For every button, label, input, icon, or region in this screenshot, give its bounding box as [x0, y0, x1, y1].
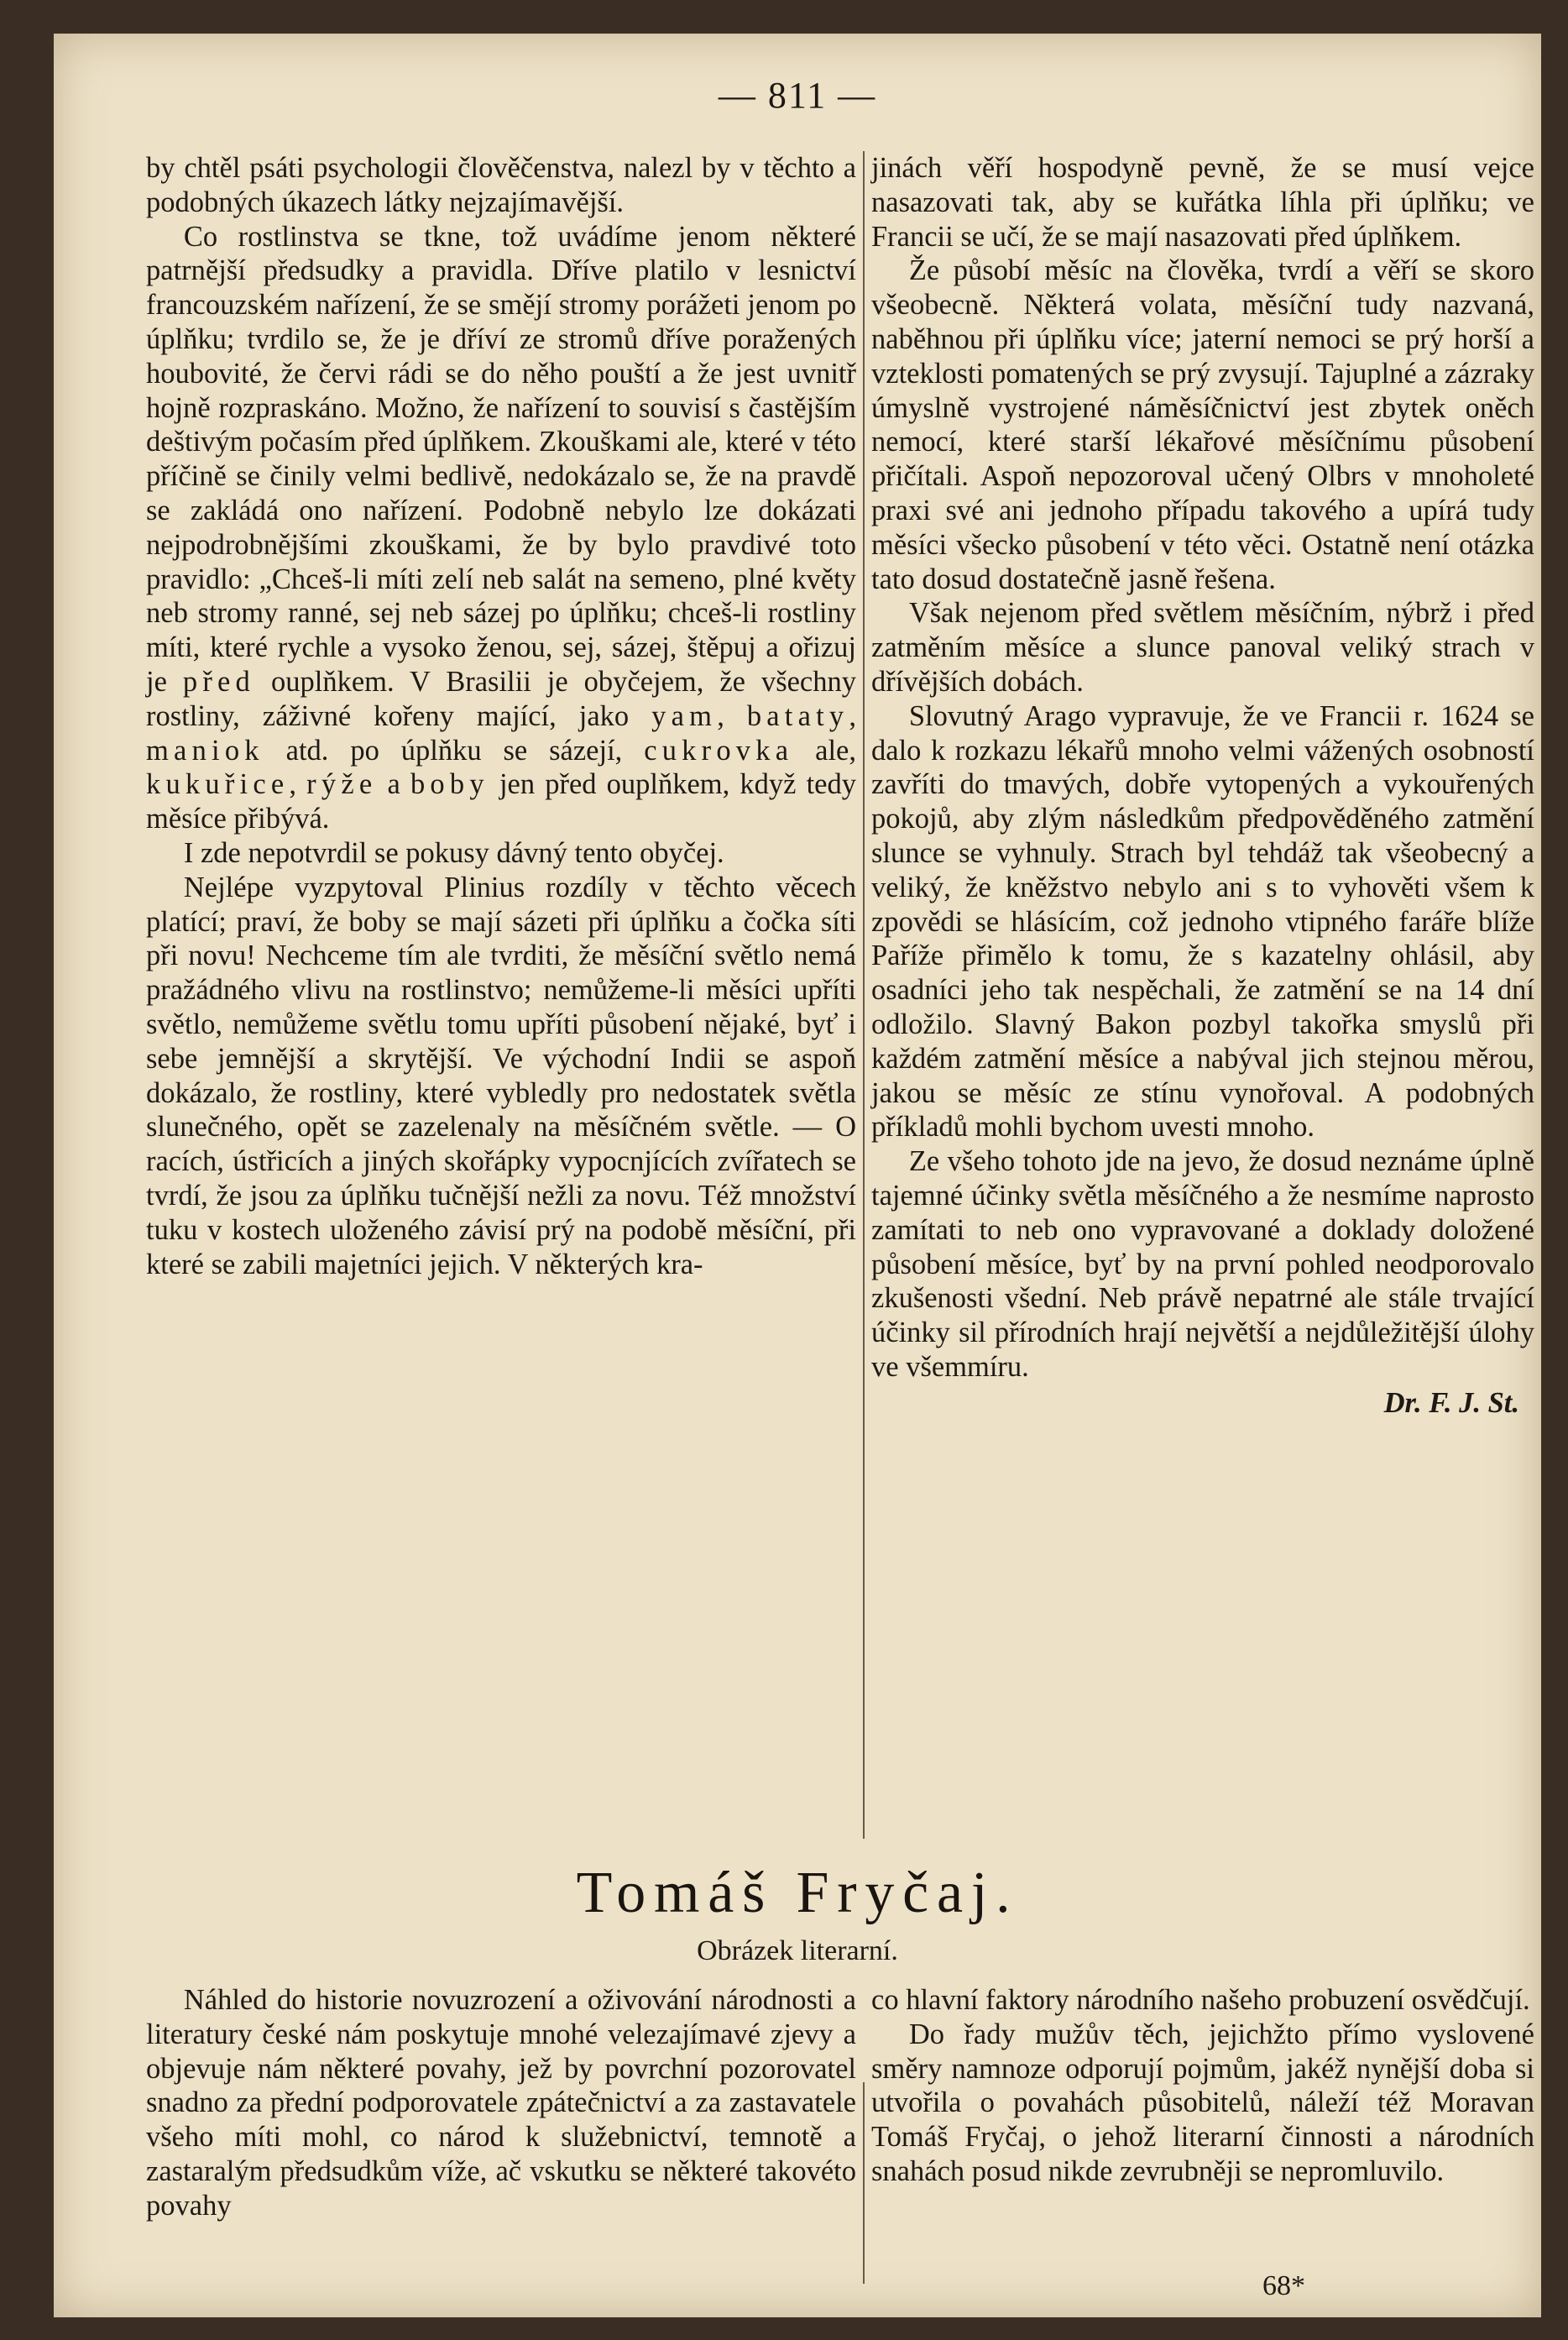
- spaced-text: bataty: [746, 699, 849, 732]
- page-number: — 811 —: [718, 75, 877, 116]
- right-column: [871, 151, 1534, 1420]
- spaced-text: cukrovka: [644, 734, 794, 767]
- paragraph: Ze všeho tohoto jde na jevo, že dosud neznáme úplně tajemné účinky světla měsíčného a že nesmíme naprosto zamítati to neb ono vypravované a doklady doložené působení měsíce, byť by na první pohled neodporovalo zkušenosti všední. Neb právě nepatrné ale stále trvající účinky sil přírodních hrají největší a nejdůležitější úlohy ve všemmíru.: [871, 1145, 1534, 1383]
- paragraph: Však nejenom před světlem měsíčním, nýbrž i před zatměním měsíce a slunce panoval veliký strach v dřívějších dobách.: [871, 597, 1534, 698]
- spaced-text: kukuřice: [146, 768, 290, 801]
- text: ouplňkem. V Brasilii je obyčejem, že všechny rostliny, záživné kořeny mající, jako: [146, 665, 856, 732]
- paragraph: Nejlépe vyzpytoval Plinius rozdíly v těchto věcech platící; praví, že boby se mají sázeti při úplňku a čočka síti při novu! Nechceme tím ale tvrditi, že měsíční světlo nemá pražádného vlivu na rostlinstvo; nemůžeme-li měsíci upříti světlo, nemůžeme světlu tomu upříti působení nějaké, byť i sebe jemnější a skrytější. Ve východní Indii se aspoň dokázalo, že rostliny, které vybledly pro nedostatek světla slunečného, opět se zazelenaly na měsíčném světle. — O racích, ústřicích a jiných skořápky vypocnjících zvířatech se tvrdí, že jsou za úplňku tučnější nežli za novu. Též množství tuku v kostech uloženého závisí prý na podobě měsíční, při které se zabili majetníci jejich. V některých kra-: [146, 871, 856, 1280]
- paragraph: Že působí měsíc na člověka, tvrdí a věří se skoro všeobecně. Některá volata, měsíční tudy nazvaná, naběhnou při úplňku více; jaterní nemoci se prý horší a vzteklosti pomatených se prý zvysují. Tajuplné a zázraky úmyslně vystrojené náměsíčnictví jest zbytek oněch nemocí, které starší lékařové měsíčnímu působení přičítali. Aspoň nepozoroval učený Olbrs v mnoholeté praxi své ani jednoho případu takového a upírá tudy měsíci všecko působení v této věci. Ostatně není otázka tato dosud dostatečně jasně řešena.: [871, 254, 1534, 595]
- article-right-column: [871, 1983, 1534, 2189]
- spaced-text: rýže: [306, 768, 378, 801]
- spaced-text: před: [182, 665, 256, 698]
- text: ale,: [793, 734, 856, 767]
- article-subtitle: Obrázek literarní.: [697, 1935, 898, 1966]
- column-divider: [863, 151, 865, 1839]
- column-divider: [863, 2082, 865, 2284]
- paragraph: Náhled do historie novuzrození a oživování národnosti a literatury české nám poskytuje mnohé velezajímavé zjevy a objevuje nám některé povahy, jež by povrchní pozorovatel snadno za přední podporovatele zpátečnictví a za zastavatele všeho míti mohl, co národ k služebnictví, temnotě a zastaralým předsudkům víže, ač vskutku se některé takovéto povahy: [146, 1984, 856, 2222]
- page: [54, 34, 1541, 2317]
- paragraph: I zde nepotvrdil se pokusy dávný tento obyčej.: [183, 836, 724, 869]
- paragraph: Do řady mužův těch, jejichžto přímo vyslovené směry namnoze odporují pojmům, jakéž nynější doba si utvořila o povahách působitelů, náleží též Moravan Tomáš Fryčaj, o jehož literarní činnosti a národních snahách posud nikde zevrubněji se nepromluvilo.: [871, 2018, 1534, 2187]
- paragraph: Slovutný Arago vypravuje, že ve Francii r. 1624 se dalo k rozkazu lékařů mnoho velmi vážených osobností zavříti do tmavých, dobře vytopených a vykouřených pokojů, aby zlým následkům předpověděného zatmění slunce se vyhnuly. Strach byl tehdáž tak všeobecný a veliký, že kněžstvo nebylo ani s to vyhověti všem k zpovědi se hlásícím, což jednoho vtipného faráře blíže Paříže přimělo k tomu, že s kazatelny ohlásil, aby osadníci jeho tak nespěchali, že zatmění se na 14 dní odložilo. Slavný Bakon pozbyl takořka smyslů při každém zatmění měsíce a nabýval jich stejnou měrou, jakou se měsíc ze stínu vynořoval. A podobných příkladů mohli bychom uvesti mnoho.: [871, 699, 1534, 1144]
- article-title: Tomáš Fryčaj.: [576, 1861, 1019, 1925]
- signature: Dr. F. J. St.: [1383, 1386, 1519, 1419]
- text: ,: [289, 768, 307, 801]
- spaced-text: maniok: [146, 734, 264, 767]
- spaced-text: yam: [651, 699, 718, 732]
- signature-mark: 68*: [1262, 2270, 1305, 2301]
- spaced-text: boby: [410, 768, 489, 801]
- text: jen před ouplňkem, když tedy měsíce přibývá.: [146, 768, 856, 835]
- text: atd. po úplňku se sázejí,: [264, 734, 645, 767]
- left-column: [146, 151, 856, 1281]
- text: ,: [717, 699, 747, 732]
- text: a: [377, 768, 410, 801]
- text: ,: [849, 699, 856, 732]
- paragraph: jinách věří hospodyně pevně, že se musí vejce nasazovati tak, aby se kuřátka líhla při úplňku; ve Francii se učí, že se mají nasazovati před úplňkem.: [871, 152, 1534, 253]
- article-left-column: [146, 1983, 856, 2223]
- paragraph: [146, 220, 856, 836]
- paragraph: co hlavní faktory národního našeho probuzení osvědčují.: [871, 1984, 1530, 2016]
- paragraph: by chtěl psáti psychologii člověčenstva, nalezl by v těchto a podobných úkazech látky nejzajímavější.: [146, 152, 856, 218]
- text: Co rostlinstva se tkne, tož uvádíme jenom některé patrnější předsudky a pravidla. Dříve platilo v lesnictví francouzském nařízení, že se smějí stromy porážeti jenom po úplňku; tvrdilo se, že je dříví ze stromů dříve poražených houbovité, že červi rádi se do něho pouští a že jest uvnitř hojně rozpraskáno. Možno, že nařízení to souvisí s častějším deštivým počasím před úplňkem. Zkouškami ale, které v této příčině se činily velmi bedlivě, nedokázalo se, že na pravdě se zakládá ono nařízení. Podobně nebylo lze dokázati nejpodrobnějšími zkouškami, že by bylo pravdivé toto pravidlo: „Chceš-li míti zelí neb salát na semeno, plné květy neb stromy ranné, sej neb sázej po úplňku; chceš-li rostliny míti, které rychle a vysoko ženou, sej, sázej, štěpuj a ořizuj je: [146, 220, 856, 698]
